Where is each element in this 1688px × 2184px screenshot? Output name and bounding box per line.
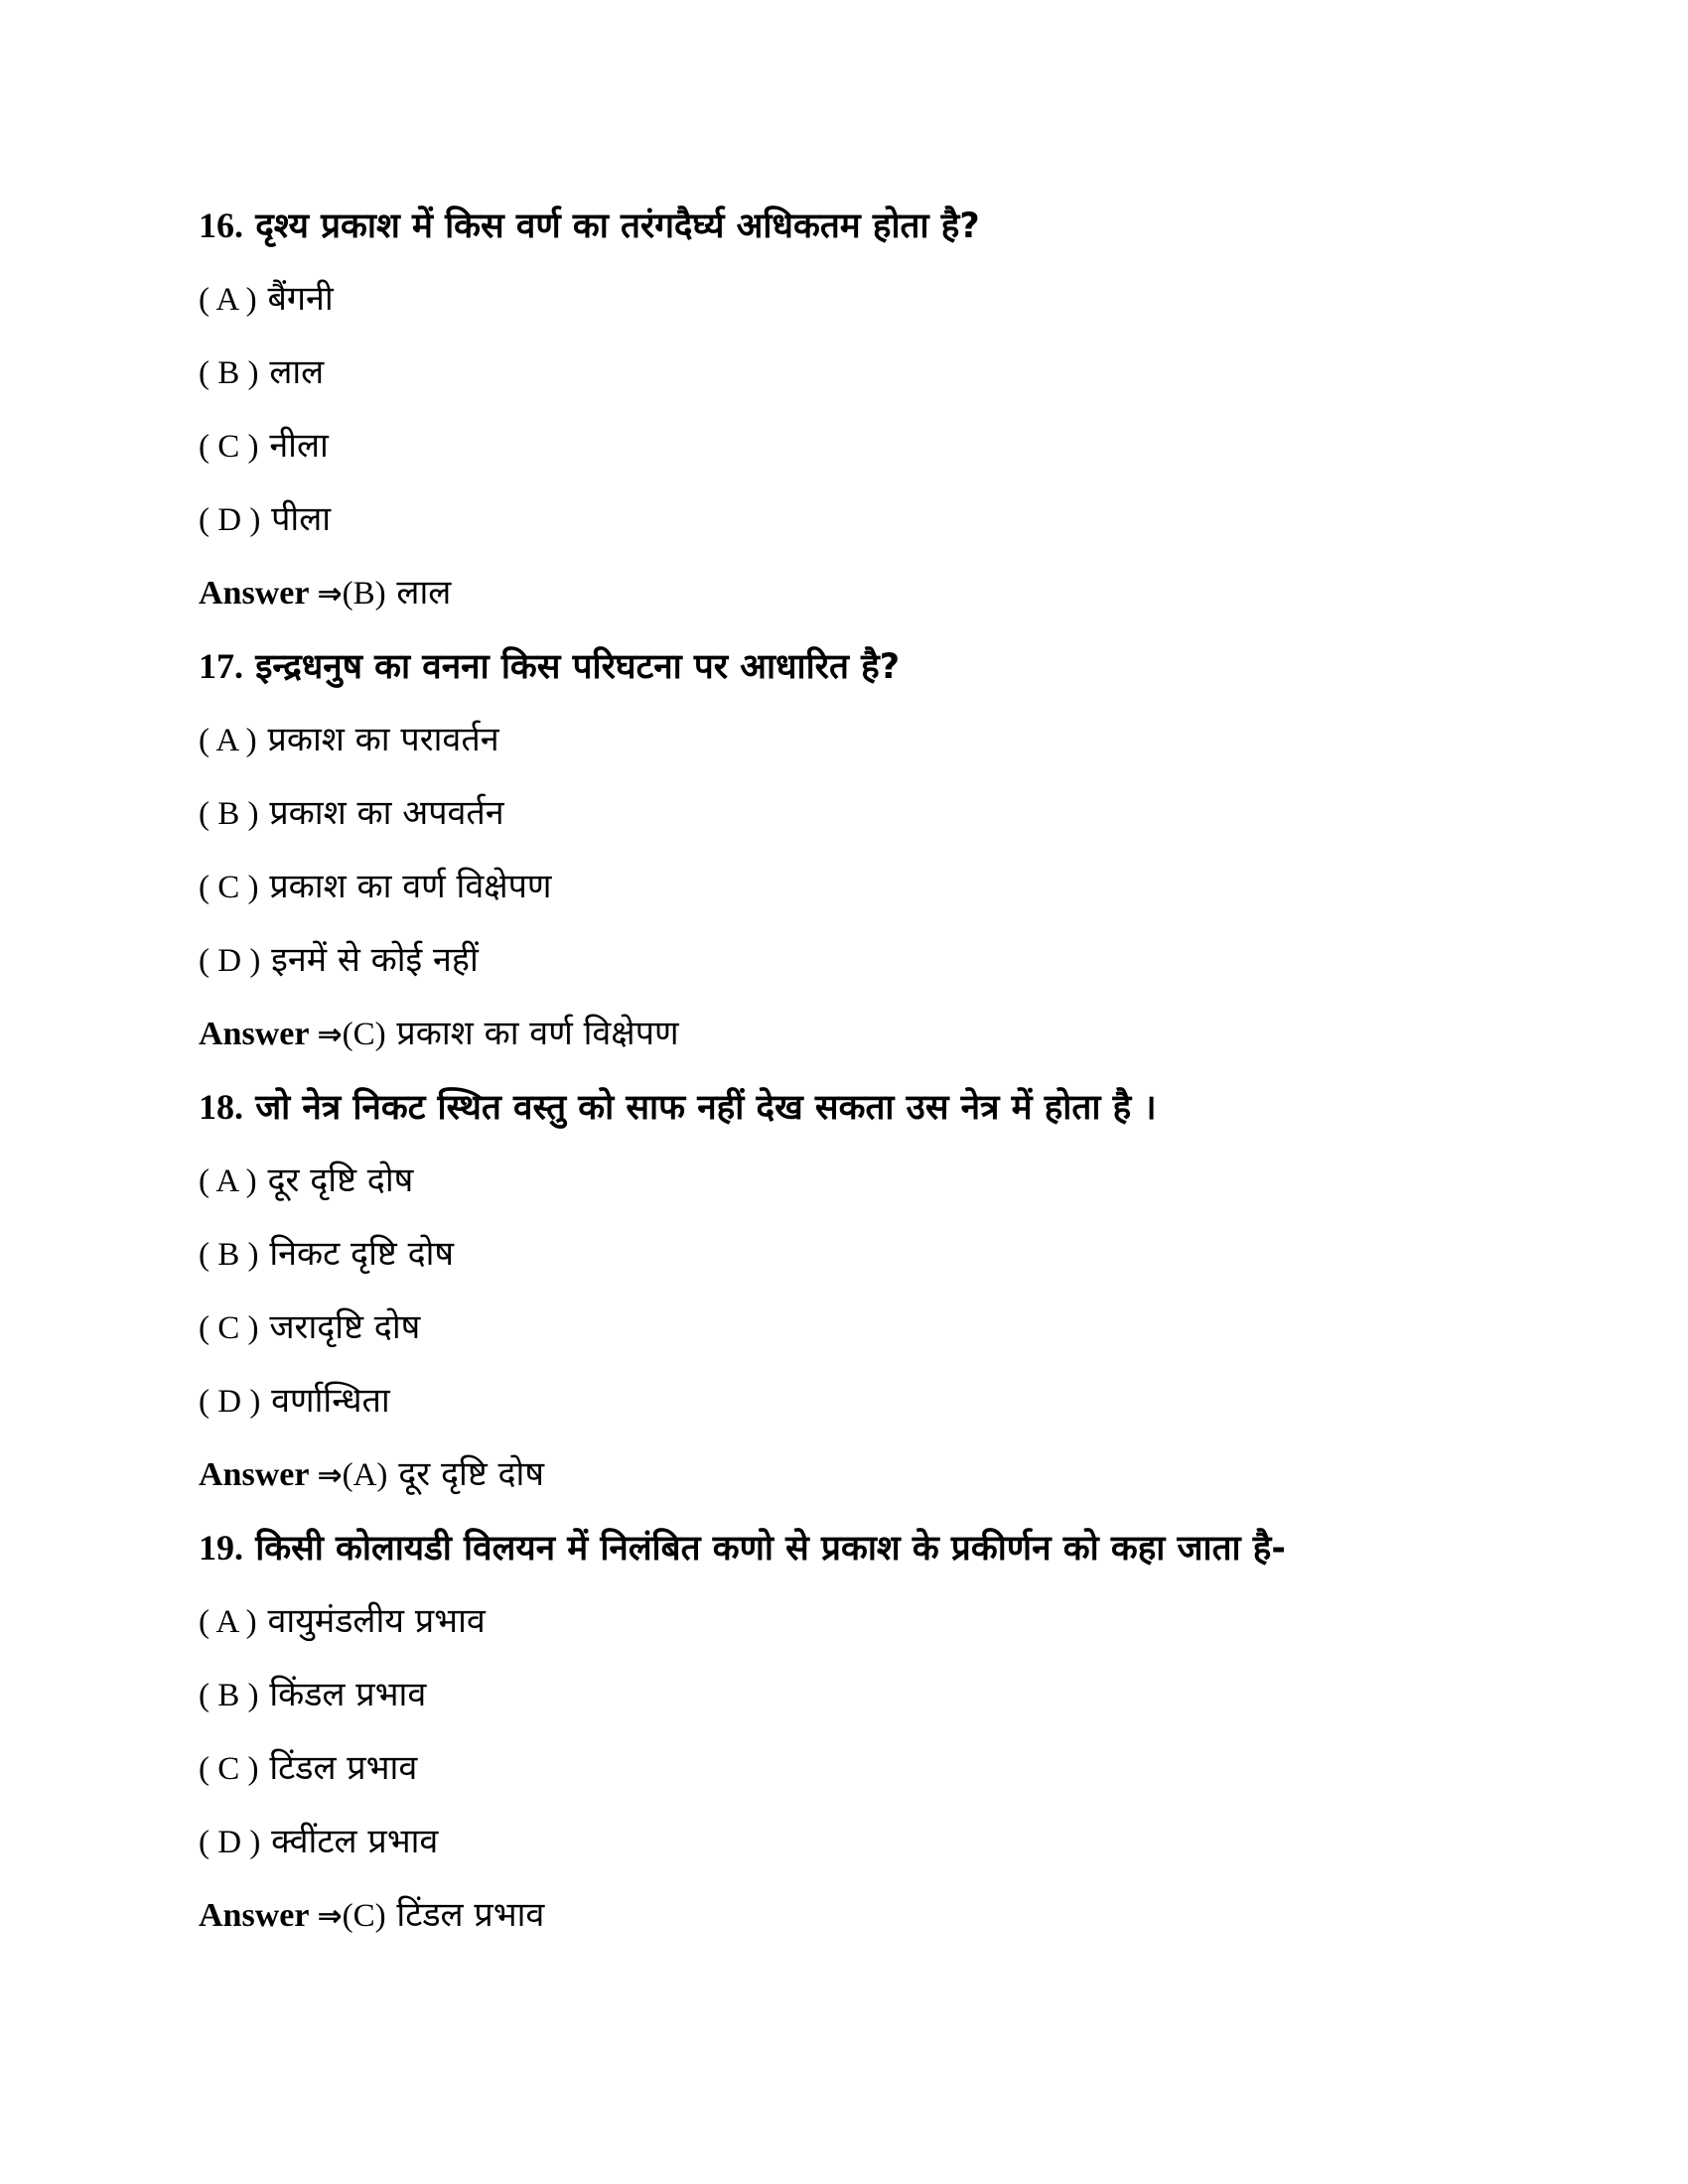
- question-number: 18.: [199, 1087, 243, 1127]
- question-number: 16.: [199, 205, 243, 245]
- option-text: जरादृष्टि दोष: [269, 1307, 421, 1347]
- option-d: [199, 1805, 1589, 1878]
- question-body: इन्द्रधनुष का वनना किस परिघटना पर आधारित है?: [255, 647, 901, 687]
- option-letter: ( A ): [199, 282, 257, 318]
- answer-line: [199, 997, 1589, 1070]
- question-16: [199, 189, 1589, 629]
- option-a: [199, 262, 1589, 336]
- answer-label: Answer: [199, 575, 310, 612]
- option-letter: ( C ): [199, 429, 259, 465]
- option-letter: ( D ): [199, 1825, 261, 1860]
- answer-text: प्रकाश का वर्ण विक्षेपण: [396, 1014, 679, 1053]
- answer-line: [199, 1437, 1589, 1511]
- option-text: दूर दृष्टि दोष: [267, 1160, 414, 1200]
- option-letter: ( D ): [199, 943, 261, 979]
- question-text: [199, 1070, 1589, 1144]
- option-letter: ( A ): [199, 1163, 257, 1199]
- option-text: लाल: [269, 352, 325, 392]
- option-letter: ( B ): [199, 1237, 259, 1273]
- option-letter: ( B ): [199, 796, 259, 832]
- answer-text: लाल: [396, 573, 452, 613]
- answer-key: (A): [342, 1457, 388, 1493]
- option-text: प्रकाश का वर्ण विक्षेपण: [269, 867, 552, 906]
- option-letter: ( A ): [199, 723, 257, 758]
- answer-line: [199, 1878, 1589, 1952]
- option-text: वायुमंडलीय प्रभाव: [267, 1601, 486, 1641]
- answer-text: दूर दृष्टि दोष: [398, 1454, 545, 1494]
- double-arrow-icon: ⇒: [317, 1458, 343, 1493]
- option-text: बैंगनी: [267, 279, 334, 319]
- answer-key: (B): [342, 576, 386, 612]
- answer-key: (C): [342, 1898, 386, 1934]
- double-arrow-icon: ⇒: [317, 1018, 343, 1052]
- question-17: [199, 629, 1589, 1070]
- double-arrow-icon: ⇒: [317, 577, 343, 612]
- option-d: [199, 482, 1589, 556]
- option-d: [199, 923, 1589, 997]
- option-letter: ( C ): [199, 1751, 259, 1787]
- option-letter: ( C ): [199, 870, 259, 905]
- question-18: [199, 1070, 1589, 1511]
- question-body: दृश्य प्रकाश में किस वर्ण का तरंगदैर्घ्य अधिकतम होता है?: [255, 206, 980, 246]
- option-text: प्रकाश का परावर्तन: [267, 720, 499, 759]
- question-text: [199, 629, 1589, 703]
- question-body: किसी कोलायडी विलयन में निलंबित कणो से प्रकाश के प्रकीर्णन को कहा जाता है-: [255, 1529, 1286, 1569]
- option-letter: ( B ): [199, 355, 259, 391]
- option-text: किंडल प्रभाव: [269, 1675, 427, 1714]
- answer-label: Answer: [199, 1456, 310, 1493]
- option-c: [199, 409, 1589, 482]
- option-text: वर्णान्धिता: [271, 1381, 390, 1421]
- option-text: नीला: [269, 426, 329, 466]
- question-number: 17.: [199, 646, 243, 686]
- option-b: [199, 1658, 1589, 1731]
- option-text: प्रकाश का अपवर्तन: [269, 793, 504, 833]
- answer-key: (C): [342, 1017, 386, 1052]
- option-letter: ( C ): [199, 1310, 259, 1346]
- option-text: पीला: [271, 499, 332, 539]
- answer-label: Answer: [199, 1016, 310, 1052]
- option-b: [199, 1217, 1589, 1291]
- option-b: [199, 336, 1589, 409]
- option-a: [199, 1144, 1589, 1217]
- option-letter: ( B ): [199, 1678, 259, 1713]
- question-text: [199, 189, 1589, 262]
- question-text: [199, 1511, 1589, 1584]
- option-a: [199, 703, 1589, 776]
- option-letter: ( D ): [199, 502, 261, 538]
- option-text: क्वींटल प्रभाव: [271, 1822, 439, 1861]
- answer-text: टिंडल प्रभाव: [396, 1895, 545, 1935]
- option-d: [199, 1364, 1589, 1437]
- option-c: [199, 1731, 1589, 1805]
- option-c: [199, 850, 1589, 923]
- document-page: [199, 189, 1589, 1952]
- answer-label: Answer: [199, 1897, 310, 1934]
- option-b: [199, 776, 1589, 850]
- question-number: 19.: [199, 1528, 243, 1568]
- option-a: [199, 1584, 1589, 1658]
- option-text: टिंडल प्रभाव: [269, 1748, 418, 1788]
- option-text: इनमें से कोई नहीं: [271, 940, 479, 980]
- option-letter: ( D ): [199, 1384, 261, 1420]
- option-text: निकट दृष्टि दोष: [269, 1234, 455, 1274]
- option-c: [199, 1291, 1589, 1364]
- question-body: जो नेत्र निकट स्थित वस्तु को साफ नहीं देख सकता उस नेत्र में होता है ।: [255, 1088, 1157, 1128]
- answer-line: [199, 556, 1589, 629]
- option-letter: ( A ): [199, 1604, 257, 1640]
- question-19: [199, 1511, 1589, 1952]
- double-arrow-icon: ⇒: [317, 1899, 343, 1934]
